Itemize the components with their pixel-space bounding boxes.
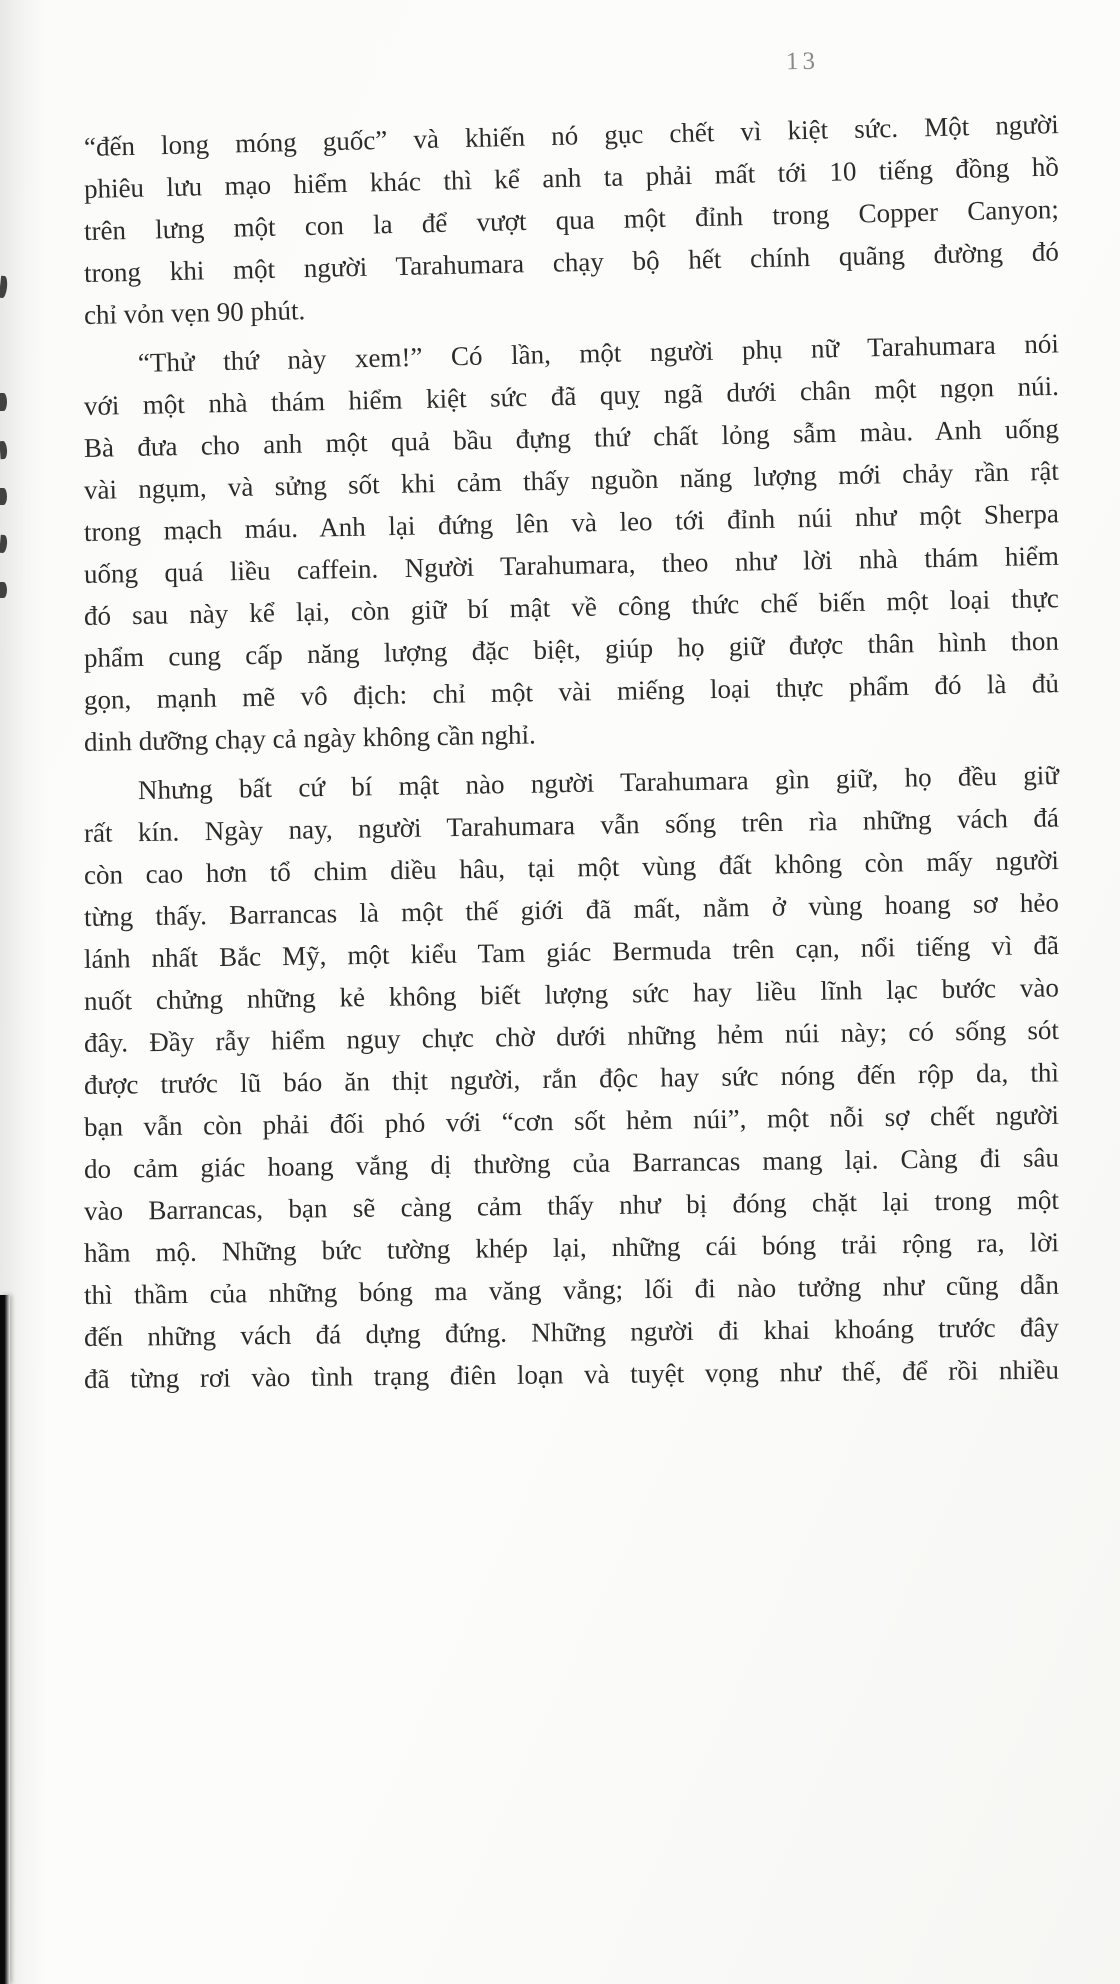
text-line: bạn vẫn còn phải đối phó với “cơn sốt hẻm núi”, một nỗi sợ chết người [83,1099,1060,1142]
text-line: gọn, mạnh mẽ vô địch: chỉ một vài miếng loại thực phẩm đó là đủ [83,668,1060,715]
text-line: từng thấy. Barrancas là một thế giới đã mất, nằm ở vùng hoang sơ hẻo [83,887,1060,932]
scan-mark-left-edge [0,276,8,299]
paragraph [83,109,1066,336]
text-line: phẩm cung cấp năng lượng đặc biệt, giúp họ giữ được thân hình thon [83,625,1060,673]
text-line: trong khi một người Tarahumara chạy bộ hết chính quãng đường đó [83,236,1060,288]
text-line: vào Barrancas, bạn sẽ càng cảm thấy như bị đóng chặt lại trong một [83,1184,1060,1226]
scan-mark-left-edge [0,441,8,459]
text-line: với một nhà thám hiểm kiệt sức đã quỵ ngã dưới chân một ngọn núi. [83,370,1060,421]
text-line: phiêu lưu mạo hiểm khác thì kể anh ta phải mất tới 10 tiếng đồng hồ [83,151,1060,204]
text-line: chỉ vỏn vẹn 90 phút. [83,295,306,330]
text-line: Bà đưa cho anh một quả bầu đựng thứ chất lỏng sẫm màu. Anh uống [83,413,1060,463]
text-line: đến những vách đá dựng đứng. Những người đi khai khoáng trước đây [83,1312,1060,1352]
text-line: đó sau này kể lại, còn giữ bí mật về công thức chế biến một loại thực [83,583,1060,631]
text-line: đã từng rơi vào tình trạng điên loạn và tuyệt vọng như thế, để rồi nhiều [83,1354,1060,1394]
scan-edge-shadow [0,1295,10,1984]
text-line: được trước lũ báo ăn thịt người, rắn độc hay sức nóng đến rộp da, thì [83,1057,1060,1100]
text-line: dinh dưỡng chạy cả ngày không cần nghỉ. [83,719,537,757]
text-line: còn cao hơn tổ chim diều hâu, tại một vùng đất không còn mấy người [83,845,1060,890]
text-line: “Thử thứ này xem!” Có lần, một người phụ nữ Tarahumara nói [137,328,1060,378]
text-line: thì thầm của những bóng ma văng vẳng; lối đi nào tưởng như cũng dẫn [83,1269,1060,1310]
text-line: đây. Đầy rẫy hiểm nguy chực chờ dưới những hẻm núi này; có sống sót [83,1014,1060,1058]
text-line: vài ngụm, và sửng sốt khi cảm thấy nguồn năng lượng mới chảy rần rật [83,455,1060,505]
paragraph [83,760,1066,1400]
scan-mark-left-edge [0,582,7,598]
text-line: nuốt chửng những kẻ không biết lượng sức hay liều lĩnh lạc bước vào [83,972,1060,1016]
scan-mark-left-edge [0,535,8,554]
text-line: trong mạch máu. Anh lại đứng lên và leo tới đỉnh núi như một Sherpa [83,498,1060,547]
page-text [83,109,1066,1400]
text-line: lánh nhất Bắc Mỹ, một kiểu Tam giác Bermuda trên cạn, nổi tiếng vì đã [83,929,1060,974]
text-line: uống quá liều caffein. Người Tarahumara, theo như lời nhà thám hiểm [83,540,1060,589]
text-line: rất kín. Ngày nay, người Tarahumara vẫn sống trên rìa những vách đá [83,802,1060,848]
paragraph [83,328,1066,763]
text-line: Nhưng bất cứ bí mật nào người Tarahumara gìn giữ, họ đều giữ [137,760,1060,806]
text-line: hầm mộ. Những bức tường khép lại, những cái bóng trải rộng ra, lời [83,1227,1060,1268]
text-line: “đến long móng guốc” và khiến nó gục chết vì kiệt sức. Một người [83,109,1060,162]
text-line: trên lưng một con la để vượt qua một đỉnh trong Copper Canyon; [83,193,1060,246]
page-number: 13 [785,47,820,76]
scan-mark-left-edge [0,488,7,505]
scan-mark-left-edge [0,393,7,411]
text-line: do cảm giác hoang vắng dị thường của Barrancas mang lại. Càng đi sâu [83,1142,1060,1184]
